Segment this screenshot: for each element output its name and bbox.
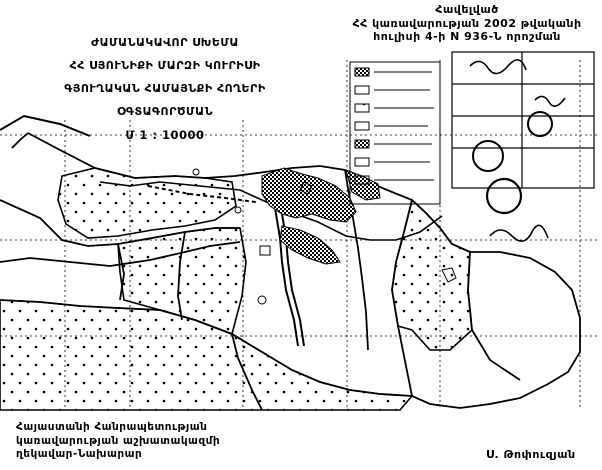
map-legend [350, 62, 440, 204]
seal-stamp [487, 179, 521, 213]
signatory-title [16, 421, 220, 462]
map-subtitle-line: ԳՅՈՒՂԱԿԱՆ ՀԱՄԱՅՆՔԻ ՀՈՂԵՐԻ [64, 82, 266, 95]
map-subtitle-line: ՕԳՏԱԳՈՐԾՄԱՆ [117, 105, 213, 118]
seal-stamp [473, 141, 503, 171]
signatory-name: Ս. Թոփուզյան [486, 448, 576, 461]
approval-note [332, 3, 602, 44]
stamps-panel [452, 52, 594, 241]
approval-line: Հավելված [435, 3, 499, 16]
map-subtitle-line: ՀՀ ՍՅՈՒՆԻՔԻ ՄԱՐԶԻ ԿՈՒՐԻՍԻ [69, 59, 261, 72]
map-title-block [40, 36, 290, 151]
approval-line: հուլիսի 4-ի N 936-Ն որոշման [373, 30, 561, 43]
signatory-title-line: կառավարության աշխատակազմի [16, 434, 221, 447]
signatory-title-line: ղեկավար-Նախարար [16, 448, 143, 460]
signatory-title-line: Հայաստանի Հանրապետության [16, 421, 208, 433]
map-scale: Մ 1 : 10000 [125, 128, 205, 142]
signature-mark [490, 225, 548, 241]
signature-mark [535, 96, 565, 106]
approval-line: ՀՀ կառավարության 2002 թվականի [352, 16, 582, 30]
signature-mark [470, 60, 526, 74]
map-title: ԺԱՄԱՆԱԿԱՎՈՐ ՍԽԵՄԱ [91, 36, 239, 49]
